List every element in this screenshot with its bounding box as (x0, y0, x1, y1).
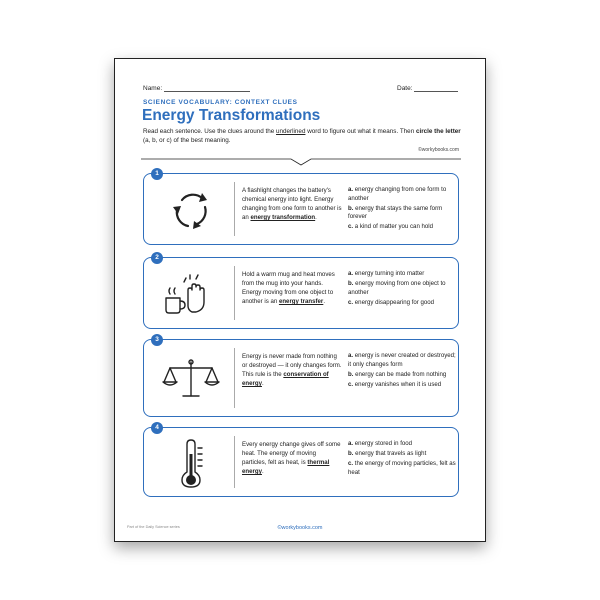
instructions-text-2: word to figure out what it means. Then (305, 128, 416, 135)
thermometer-icon (150, 434, 232, 490)
choice-b[interactable] (348, 371, 456, 380)
name-label: Name: (143, 85, 163, 92)
choice-b[interactable] (348, 205, 456, 222)
copyright-text: ©workybooks.com (418, 147, 459, 153)
choice-text: energy moving from one object to another (348, 280, 446, 296)
answer-choices (348, 186, 456, 233)
choice-text: energy disappearing for good (354, 298, 435, 306)
instructions-text-1: Read each sentence. Use the clues around the (143, 128, 277, 135)
choice-text: energy turning into matter (354, 270, 425, 277)
choice-letter: b. (348, 450, 354, 458)
context-sentence (242, 270, 342, 306)
context-sentence (242, 186, 342, 222)
instructions-text-3: (a, b, or c) of the best meaning. (143, 136, 231, 144)
section-divider (141, 156, 461, 166)
vocab-term: thermal energy (242, 459, 330, 475)
item-number: 1 (151, 168, 163, 180)
sentence-end: . (323, 298, 326, 305)
date-label: Date: (397, 85, 413, 92)
vocab-item-1 (143, 170, 459, 245)
date-line (414, 85, 458, 92)
sentence-text: Every energy change gives off some heat. The energy of moving particles, felt as heat, is (242, 441, 341, 466)
vocab-item-3 (143, 336, 459, 417)
choice-letter: c. (348, 460, 354, 468)
instructions-underlined: underlined (276, 128, 306, 135)
date-field[interactable] (397, 85, 458, 92)
worksheet-kicker: SCIENCE VOCABULARY: CONTEXT CLUES (143, 99, 298, 106)
sentence-end: . (315, 214, 317, 221)
choice-c[interactable] (348, 223, 456, 232)
choice-text: energy that travels as light (355, 450, 427, 458)
card-divider (234, 348, 235, 408)
choice-letter: a. (348, 186, 354, 193)
mug-and-hand-icon (150, 264, 232, 322)
choice-letter: c. (348, 298, 354, 306)
card-divider (234, 182, 235, 236)
answer-choices (348, 440, 456, 479)
recycle-arrows-icon (150, 180, 232, 238)
vocab-term: conservation of energy (242, 371, 329, 387)
card-divider (234, 266, 235, 320)
sentence-text: Energy is never made from nothing or destroyed — it only changes form. This rule is the (242, 353, 342, 378)
choice-a[interactable] (348, 270, 456, 279)
choice-letter: a. (348, 440, 354, 447)
item-number: 2 (151, 252, 163, 264)
series-note: Part of the Daily Science series (127, 525, 180, 529)
answer-choices (348, 352, 456, 391)
vocab-item-4 (143, 424, 459, 497)
vocab-term: energy transformation (250, 214, 316, 221)
item-number: 4 (151, 422, 163, 434)
choice-letter: a. (348, 352, 354, 359)
item-number: 3 (151, 334, 163, 346)
choice-text: energy can be made from nothing (355, 370, 447, 378)
card-divider (234, 436, 235, 488)
context-sentence (242, 440, 342, 476)
worksheet-page (114, 58, 486, 542)
instructions (143, 128, 463, 145)
context-sentence (242, 352, 342, 388)
sentence-text: A flashlight changes the battery's chemical energy into light. Energy changing from one form to another is an (242, 187, 342, 221)
choice-letter: c. (348, 223, 354, 231)
balance-scale-icon (150, 346, 232, 410)
choice-letter: b. (348, 280, 354, 288)
sentence-text: Hold a warm mug and heat moves from the mug into your hands. Energy moving from one object to another is an (242, 271, 335, 305)
choice-text: a kind of matter you can hold (354, 223, 434, 231)
footer-link[interactable]: ©workybooks.com (277, 525, 323, 531)
choice-letter: b. (348, 370, 354, 378)
vocab-term: energy transfer (278, 298, 324, 305)
choice-c[interactable] (348, 299, 456, 308)
choice-a[interactable] (348, 352, 456, 369)
choice-b[interactable] (348, 450, 456, 459)
choice-text: energy that stays the same form forever (348, 204, 443, 221)
vocab-item-2 (143, 254, 459, 329)
choice-text: energy vanishes when it is used (354, 380, 442, 388)
sentence-end: . (261, 468, 264, 475)
choice-b[interactable] (348, 280, 456, 297)
worksheet-title: Energy Transformations (142, 107, 321, 124)
choice-a[interactable] (348, 186, 456, 203)
name-line (164, 85, 250, 92)
name-field[interactable] (143, 85, 250, 92)
sentence-end: . (261, 380, 264, 387)
choice-c[interactable] (348, 460, 456, 477)
choice-a[interactable] (348, 440, 456, 449)
choice-text: energy changing from one form to another (348, 186, 447, 202)
choice-text: the energy of moving particles, felt as heat (348, 460, 456, 476)
choice-letter: b. (348, 204, 354, 212)
choice-letter: c. (348, 380, 354, 388)
answer-choices (348, 270, 456, 309)
choice-c[interactable] (348, 381, 456, 390)
instructions-bold: circle the letter (415, 128, 461, 135)
choice-letter: a. (348, 270, 354, 277)
choice-text: energy is never created or destroyed; it only changes form (348, 352, 456, 368)
choice-text: energy stored in food (354, 440, 413, 447)
